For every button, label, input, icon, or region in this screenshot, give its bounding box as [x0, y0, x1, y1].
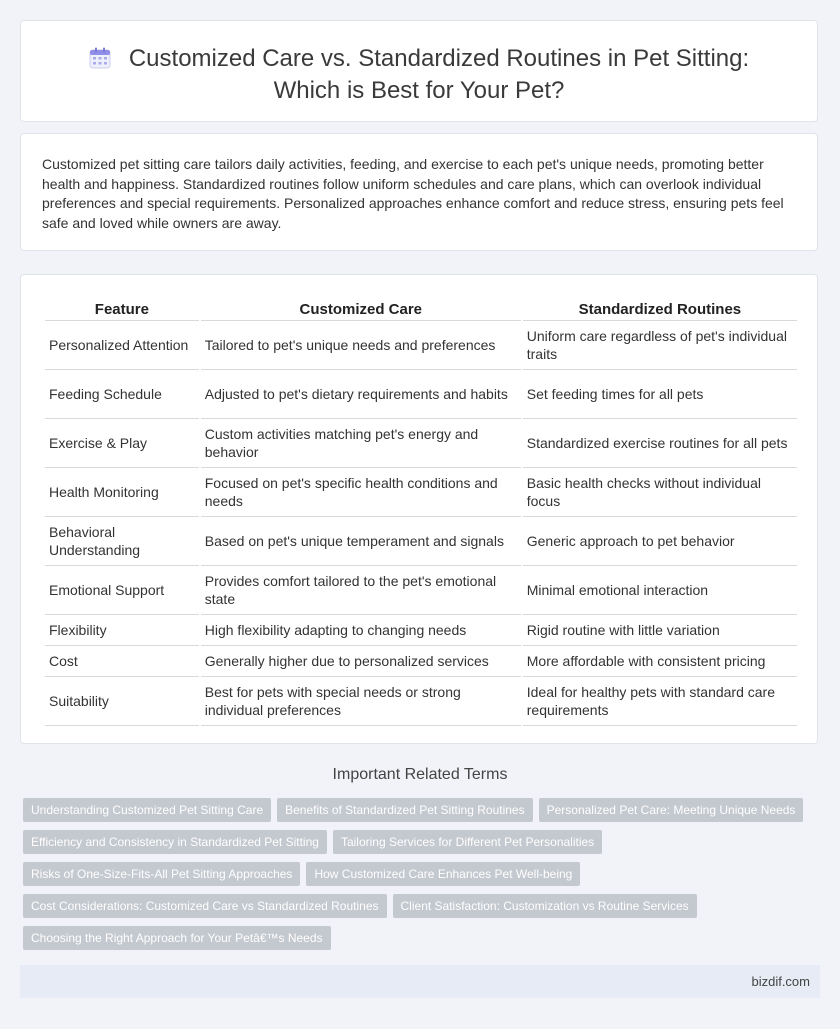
- header-feature: Feature: [45, 296, 199, 321]
- comparison-table: [43, 296, 799, 726]
- feature-cell: Suitability: [45, 677, 199, 726]
- feature-cell: Personalized Attention: [45, 321, 199, 370]
- table-row: [45, 517, 797, 566]
- comparison-table-card: [20, 274, 818, 744]
- page-title-wrap: [21, 43, 817, 107]
- header-standardized-routines: Standardized Routines: [523, 296, 797, 321]
- feature-cell: Exercise & Play: [45, 419, 199, 468]
- footer-site-link[interactable]: bizdif.com: [751, 974, 810, 989]
- standardized-cell: Minimal emotional interaction: [523, 566, 797, 615]
- related-term-tag[interactable]: Choosing the Right Approach for Your Petâ€™s Needs: [23, 926, 331, 950]
- standardized-cell: Standardized exercise routines for all pets: [523, 419, 797, 468]
- customized-cell: Adjusted to pet's dietary requirements and habits: [201, 370, 521, 419]
- standardized-cell: More affordable with consistent pricing: [523, 646, 797, 677]
- related-terms-title: Important Related Terms: [332, 766, 508, 783]
- customized-cell: Custom activities matching pet's energy and behavior: [201, 419, 521, 468]
- customized-cell: Tailored to pet's unique needs and preferences: [201, 321, 521, 370]
- description-card: [20, 133, 818, 251]
- standardized-cell: Generic approach to pet behavior: [523, 517, 797, 566]
- standardized-cell: Ideal for healthy pets with standard care requirements: [523, 677, 797, 726]
- feature-cell: Flexibility: [45, 615, 199, 646]
- standardized-cell: Uniform care regardless of pet's individual traits: [523, 321, 797, 370]
- standardized-cell: Basic health checks without individual focus: [523, 468, 797, 517]
- related-term-tag[interactable]: Tailoring Services for Different Pet Personalities: [333, 830, 602, 854]
- customized-cell: Generally higher due to personalized services: [201, 646, 521, 677]
- table-row: [45, 646, 797, 677]
- title-card: [20, 20, 818, 122]
- customized-cell: Best for pets with special needs or strong individual preferences: [201, 677, 521, 726]
- related-term-tag[interactable]: Client Satisfaction: Customization vs Routine Services: [393, 894, 697, 918]
- table-row: [45, 566, 797, 615]
- feature-cell: Behavioral Understanding: [45, 517, 199, 566]
- related-term-tag[interactable]: How Customized Care Enhances Pet Well-being: [306, 862, 580, 886]
- related-term-tag[interactable]: Understanding Customized Pet Sitting Care: [23, 798, 271, 822]
- table-row: [45, 468, 797, 517]
- table-row: [45, 615, 797, 646]
- table-header-row: [45, 296, 797, 321]
- table-row: [45, 677, 797, 726]
- calendar-icon: [89, 47, 111, 69]
- page-title: Customized Care vs. Standardized Routines in Pet Sitting: Which is Best for Your Pet?: [128, 45, 750, 104]
- related-term-tag[interactable]: Risks of One-Size-Fits-All Pet Sitting Approaches: [23, 862, 300, 886]
- related-term-tag[interactable]: Cost Considerations: Customized Care vs Standardized Routines: [23, 894, 387, 918]
- table-row: [45, 321, 797, 370]
- table-row: [45, 419, 797, 468]
- header-customized-care: Customized Care: [201, 296, 521, 321]
- related-term-tag[interactable]: Benefits of Standardized Pet Sitting Routines: [277, 798, 532, 822]
- footer-bar: [20, 965, 820, 998]
- description-text: Customized pet sitting care tailors daily activities, feeding, and exercise to each pet's unique needs, promoting better health and happiness. Standardized routines follow uniform schedules and care plans, which can overlook individual preferences and special requirements. Personalized approaches enhance comfort and reduce stress, ensuring pets feel safe and loved while owners are away.: [42, 156, 784, 231]
- standardized-cell: Set feeding times for all pets: [523, 370, 797, 419]
- related-term-tag[interactable]: Efficiency and Consistency in Standardized Pet Sitting: [23, 830, 327, 854]
- customized-cell: Based on pet's unique temperament and signals: [201, 517, 521, 566]
- customized-cell: Focused on pet's specific health conditions and needs: [201, 468, 521, 517]
- related-term-tag[interactable]: Personalized Pet Care: Meeting Unique Needs: [539, 798, 804, 822]
- related-terms-tags: [23, 798, 813, 958]
- standardized-cell: Rigid routine with little variation: [523, 615, 797, 646]
- feature-cell: Health Monitoring: [45, 468, 199, 517]
- table-row: [45, 370, 797, 419]
- feature-cell: Emotional Support: [45, 566, 199, 615]
- feature-cell: Cost: [45, 646, 199, 677]
- feature-cell: Feeding Schedule: [45, 370, 199, 419]
- customized-cell: Provides comfort tailored to the pet's emotional state: [201, 566, 521, 615]
- customized-cell: High flexibility adapting to changing needs: [201, 615, 521, 646]
